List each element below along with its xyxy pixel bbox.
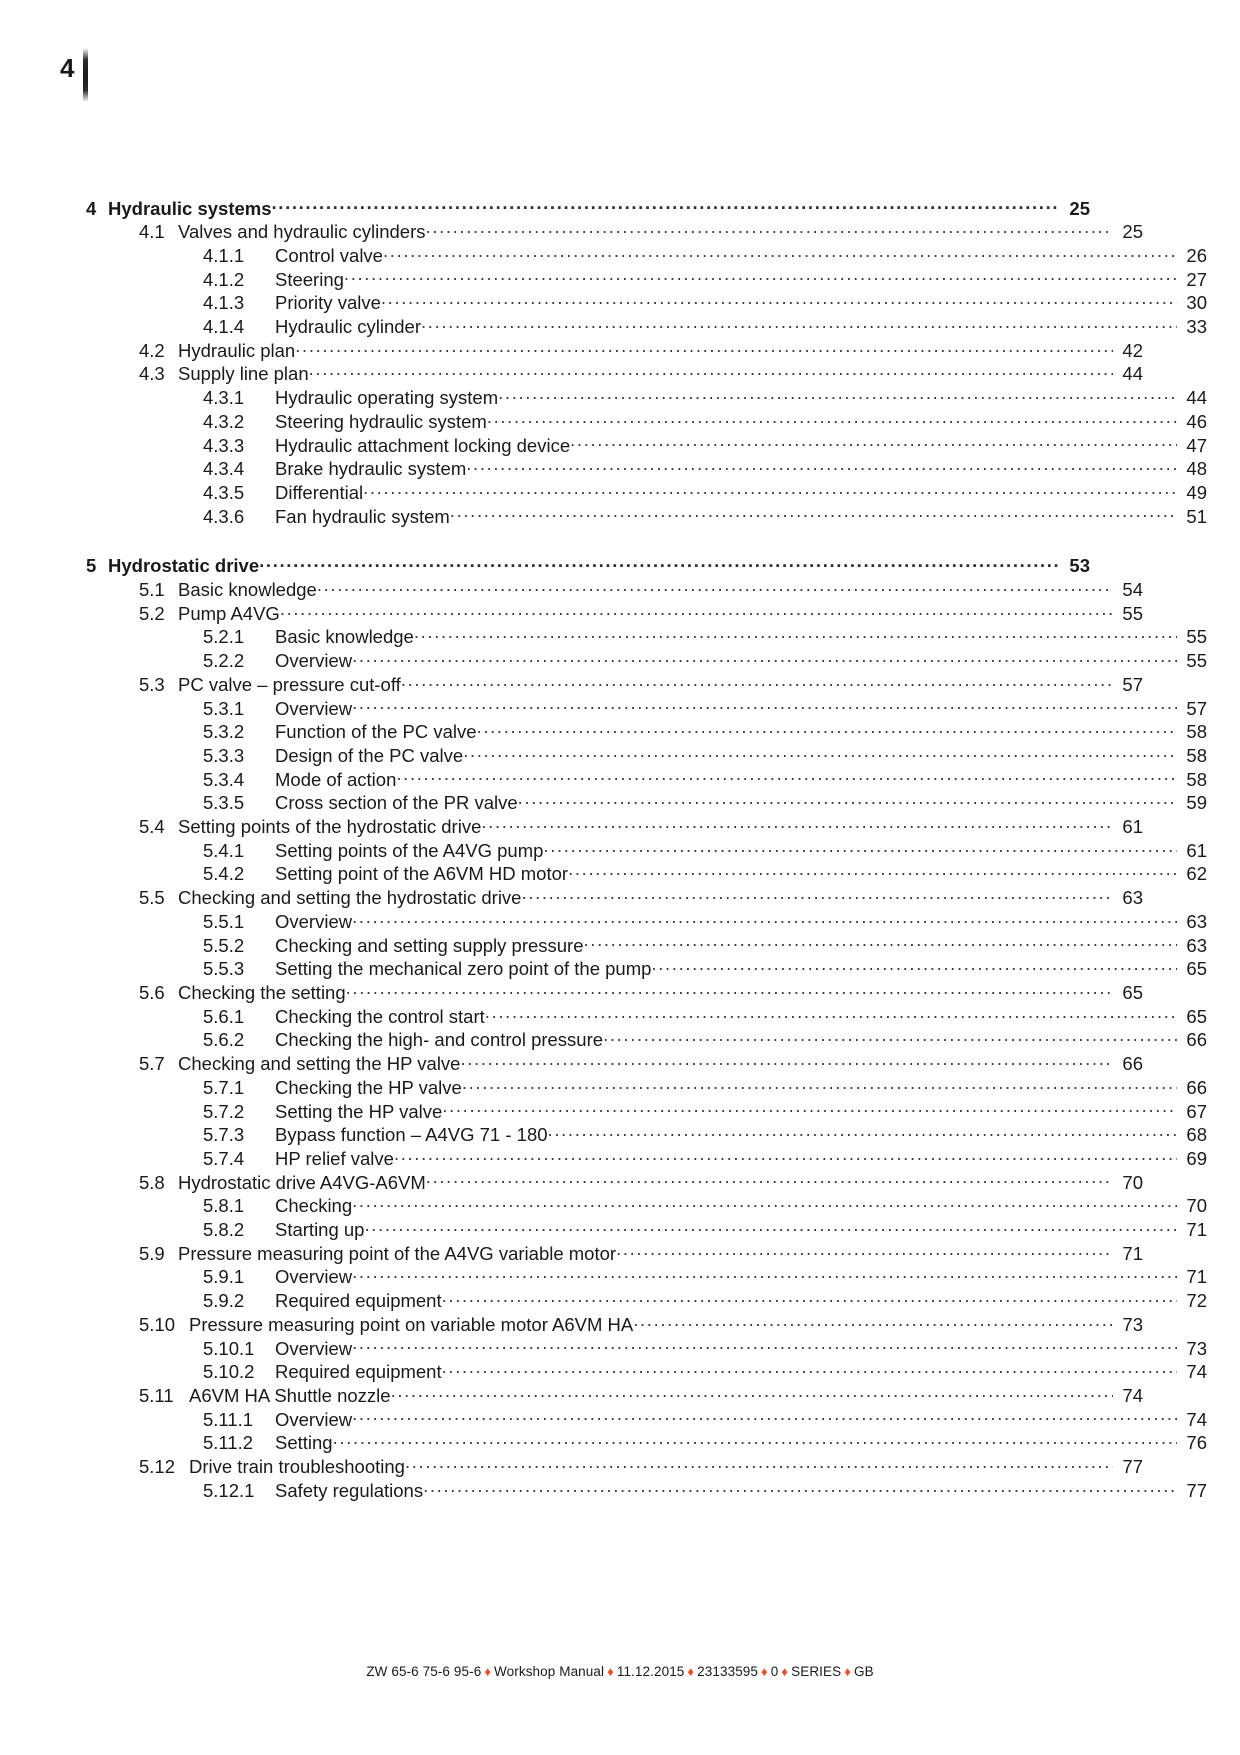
toc-entry-number: 5.8.2 <box>203 1219 245 1241</box>
toc-entry-page: 59 <box>1186 792 1207 814</box>
toc-entry[interactable] <box>86 1052 1143 1076</box>
toc-entry[interactable] <box>86 243 1207 267</box>
toc-entry-page: 51 <box>1186 505 1207 527</box>
toc-entry[interactable] <box>86 1455 1143 1479</box>
toc-entry-label: Overview <box>275 1337 353 1359</box>
toc-entry[interactable] <box>86 791 1207 815</box>
toc-entry[interactable] <box>86 933 1207 957</box>
toc-entry-label: Basic knowledge <box>275 626 414 648</box>
toc-entry-label: Setting point of the A6VM HD motor <box>275 863 569 885</box>
toc-entry-page: 69 <box>1186 1147 1207 1169</box>
toc-entry-label: Pressure measuring point on variable motor A6VM HA <box>189 1313 634 1335</box>
toc-entry[interactable] <box>86 625 1207 649</box>
toc-entry-number: 5.6.2 <box>203 1029 245 1051</box>
toc-entry-number: 5.11.2 <box>203 1432 254 1454</box>
toc-entry-label: Hydraulic cylinder <box>275 316 421 338</box>
toc-entry[interactable] <box>86 457 1207 481</box>
toc-entry-page: 44 <box>1186 387 1207 409</box>
toc-entry-label: Setting the mechanical zero point of the pump <box>275 958 652 980</box>
toc-entry-label: Overview <box>275 650 353 672</box>
table-of-contents <box>86 196 1207 1502</box>
toc-entry[interactable] <box>86 291 1207 315</box>
toc-entry[interactable] <box>86 1407 1207 1431</box>
toc-entry-number: 5.5 <box>139 887 165 909</box>
toc-entry-page: 30 <box>1186 292 1207 314</box>
toc-dot-leader <box>352 909 1177 928</box>
toc-entry-number: 5.2.2 <box>203 650 245 672</box>
toc-entry-label: Design of the PC valve <box>275 744 464 766</box>
toc-entry-label: Pump A4VG <box>178 602 280 624</box>
toc-entry-number: 4.2 <box>139 339 165 361</box>
toc-dot-leader <box>405 1455 1113 1474</box>
toc-dot-leader <box>396 767 1177 786</box>
toc-entry-label: A6VM HA Shuttle nozzle <box>189 1384 391 1406</box>
toc-entry-label: Mode of action <box>275 768 397 790</box>
toc-entry-page: 65 <box>1186 1005 1207 1027</box>
toc-entry-page: 48 <box>1186 458 1207 480</box>
toc-entry-label: Hydraulic systems <box>108 197 272 219</box>
footer-separator-icon: ♦ <box>781 1664 789 1679</box>
toc-entry-label: PC valve – pressure cut-off <box>178 673 401 695</box>
toc-entry-page: 70 <box>1186 1195 1207 1217</box>
toc-entry[interactable] <box>86 362 1143 386</box>
footer-segment: GB <box>853 1664 874 1679</box>
toc-spacer <box>86 528 1090 554</box>
toc-entry[interactable] <box>86 886 1143 910</box>
toc-entry-number: 5.11 <box>139 1384 174 1406</box>
toc-dot-leader <box>543 838 1177 857</box>
toc-entry-page: 67 <box>1186 1100 1207 1122</box>
toc-dot-leader <box>391 1383 1113 1402</box>
toc-entry-page: 62 <box>1186 863 1207 885</box>
toc-entry-label: Required equipment <box>275 1290 442 1312</box>
footer-segment: 11.12.2015 <box>616 1664 685 1679</box>
toc-entry-label: Control valve <box>275 244 383 266</box>
toc-entry-number: 4.3.3 <box>203 434 245 456</box>
toc-entry-page: 58 <box>1186 744 1207 766</box>
toc-entry[interactable] <box>86 1478 1207 1502</box>
toc-entry-number: 5.6.1 <box>203 1005 245 1027</box>
toc-entry-page: 46 <box>1186 410 1207 432</box>
toc-entry-number: 5.7.1 <box>203 1076 245 1098</box>
toc-entry-label: Hydraulic attachment locking device <box>275 434 571 456</box>
toc-dot-leader <box>352 696 1177 715</box>
toc-entry[interactable] <box>86 672 1143 696</box>
toc-entry[interactable] <box>86 1004 1207 1028</box>
toc-entry-number: 5.3.5 <box>203 792 245 814</box>
toc-entry-number: 5.3.1 <box>203 697 245 719</box>
toc-entry-label: Brake hydraulic system <box>275 458 467 480</box>
toc-entry-page: 57 <box>1186 697 1207 719</box>
toc-entry-number: 4 <box>86 197 97 219</box>
toc-entry-label: Priority valve <box>275 292 381 314</box>
toc-entry[interactable] <box>86 696 1207 720</box>
toc-dot-leader <box>352 1336 1177 1355</box>
toc-entry-number: 5.1 <box>139 579 165 601</box>
toc-entry-number: 5.2 <box>139 602 165 624</box>
toc-dot-leader <box>485 1004 1177 1023</box>
toc-entry-number: 5 <box>86 555 97 577</box>
toc-entry-label: Pressure measuring point of the A4VG variable motor <box>178 1242 617 1264</box>
toc-entry[interactable] <box>86 649 1207 673</box>
page-number: 4 <box>60 53 75 83</box>
toc-entry-label: Bypass function – A4VG 71 - 180 <box>275 1124 548 1146</box>
toc-entry-page: 61 <box>1122 816 1143 838</box>
toc-entry-label: Supply line plan <box>178 363 309 385</box>
toc-dot-leader <box>394 1146 1177 1165</box>
toc-dot-leader <box>498 386 1177 405</box>
toc-entry-page: 42 <box>1122 339 1143 361</box>
toc-entry-label: Starting up <box>275 1219 365 1241</box>
toc-dot-leader <box>521 886 1113 905</box>
toc-entry[interactable] <box>86 267 1207 291</box>
toc-entry-number: 5.5.1 <box>203 910 245 932</box>
toc-dot-leader <box>466 457 1177 476</box>
toc-entry-number: 4.1.1 <box>203 244 245 266</box>
toc-entry-page: 55 <box>1122 602 1143 624</box>
toc-entry-label: Checking and setting the hydrostatic drive <box>178 887 522 909</box>
toc-entry[interactable] <box>86 1312 1143 1336</box>
toc-entry-page: 55 <box>1186 650 1207 672</box>
toc-entry[interactable] <box>86 1170 1143 1194</box>
toc-dot-leader <box>518 791 1177 810</box>
toc-entry-number: 5.3.3 <box>203 744 245 766</box>
toc-entry-number: 5.3 <box>139 673 165 695</box>
toc-entry-page: 74 <box>1186 1361 1207 1383</box>
toc-entry-label: Differential <box>275 481 364 503</box>
toc-entry-page: 77 <box>1122 1456 1143 1478</box>
toc-entry-number: 4.3 <box>139 363 165 385</box>
toc-entry-page: 53 <box>1069 555 1090 577</box>
toc-dot-leader <box>421 315 1177 334</box>
toc-entry-page: 57 <box>1122 673 1143 695</box>
toc-dot-leader <box>401 672 1113 691</box>
toc-dot-leader <box>381 291 1177 310</box>
toc-entry[interactable] <box>86 1241 1143 1265</box>
toc-entry-page: 33 <box>1186 316 1207 338</box>
toc-dot-leader <box>295 338 1113 357</box>
toc-entry-label: Checking the setting <box>178 982 346 1003</box>
toc-entry[interactable] <box>86 1265 1207 1289</box>
toc-entry-number: 5.3.4 <box>203 768 245 790</box>
toc-dot-leader <box>568 862 1177 881</box>
toc-entry-page: 63 <box>1186 910 1207 932</box>
toc-entry-number: 4.1 <box>139 221 165 243</box>
toc-entry-label: Overview <box>275 697 353 719</box>
toc-dot-leader <box>352 1194 1177 1213</box>
toc-entry-label: Checking the HP valve <box>275 1076 462 1098</box>
toc-entry[interactable] <box>86 767 1207 791</box>
toc-dot-leader <box>450 504 1177 523</box>
toc-dot-leader <box>487 409 1177 428</box>
toc-entry-number: 4.1.3 <box>203 292 245 314</box>
toc-dot-leader <box>309 362 1113 381</box>
toc-entry-label: Valves and hydraulic cylinders <box>178 221 426 243</box>
toc-entry-page: 63 <box>1186 934 1207 956</box>
toc-entry-page: 70 <box>1122 1171 1143 1193</box>
toc-entry-label: Setting points of the hydrostatic drive <box>178 816 482 838</box>
footer-segment: 23133595 <box>697 1664 759 1679</box>
toc-entry-page: 73 <box>1122 1313 1143 1335</box>
toc-dot-leader <box>462 1075 1177 1094</box>
toc-entry-number: 4.1.2 <box>203 268 245 290</box>
toc-dot-leader <box>344 267 1177 286</box>
toc-entry[interactable] <box>86 862 1207 886</box>
page-marker-bar <box>83 48 88 102</box>
toc-entry-page: 25 <box>1069 197 1090 219</box>
toc-entry[interactable] <box>86 1218 1207 1242</box>
toc-entry[interactable] <box>86 554 1090 578</box>
toc-entry-page: 26 <box>1186 244 1207 266</box>
toc-dot-leader <box>352 649 1177 668</box>
toc-dot-leader <box>383 243 1177 262</box>
toc-entry[interactable] <box>86 909 1207 933</box>
toc-dot-leader <box>481 815 1113 834</box>
toc-entry-page: 55 <box>1186 626 1207 648</box>
toc-entry[interactable] <box>86 433 1207 457</box>
toc-entry-page: 54 <box>1122 579 1143 601</box>
toc-entry-number: 5.5.2 <box>203 934 245 956</box>
toc-dot-leader <box>442 1360 1177 1379</box>
toc-dot-leader <box>548 1123 1177 1142</box>
toc-entry[interactable] <box>86 838 1207 862</box>
toc-entry[interactable] <box>86 743 1207 767</box>
page-number-marker <box>60 48 88 104</box>
toc-entry-page: 65 <box>1186 958 1207 980</box>
toc-entry-page: 58 <box>1186 768 1207 790</box>
toc-entry-number: 4.3.1 <box>203 387 245 409</box>
toc-entry-number: 4.3.2 <box>203 410 245 432</box>
toc-entry-label: Checking the high- and control pressure <box>275 1029 604 1051</box>
toc-entry-label: Hydrostatic drive <box>108 555 260 577</box>
toc-entry-label: Checking the control start <box>275 1005 485 1027</box>
toc-entry[interactable] <box>86 720 1207 744</box>
toc-entry-label: Steering hydraulic system <box>275 410 487 432</box>
toc-entry-number: 5.5.3 <box>203 958 245 980</box>
toc-dot-leader <box>570 433 1177 452</box>
toc-entry-label: HP relief valve <box>275 1147 394 1169</box>
toc-dot-leader <box>280 601 1113 620</box>
toc-entry[interactable] <box>86 196 1090 220</box>
footer-separator-icon: ♦ <box>761 1664 768 1679</box>
toc-entry-label: Cross section of the PR valve <box>275 792 518 814</box>
toc-entry-label: Checking and setting the HP valve <box>178 1053 461 1075</box>
toc-entry-page: 66 <box>1186 1076 1207 1098</box>
toc-entry-label: Overview <box>275 1408 353 1430</box>
toc-entry-number: 5.7 <box>139 1053 165 1075</box>
toc-entry-page: 74 <box>1122 1384 1143 1406</box>
toc-entry[interactable] <box>86 1383 1143 1407</box>
toc-dot-leader <box>363 480 1177 499</box>
toc-dot-leader <box>414 625 1177 644</box>
toc-entry[interactable] <box>86 1146 1207 1170</box>
toc-entry-page: 25 <box>1122 221 1143 243</box>
toc-dot-leader <box>259 554 1060 573</box>
toc-entry-page: 63 <box>1122 887 1143 909</box>
toc-entry-number: 5.9.2 <box>203 1290 245 1312</box>
toc-entry-page: 49 <box>1186 481 1207 503</box>
toc-entry-number: 5.8 <box>139 1171 165 1193</box>
toc-entry[interactable] <box>86 1194 1207 1218</box>
toc-entry-number: 5.11.1 <box>203 1408 254 1430</box>
toc-entry-number: 5.10.1 <box>203 1337 255 1359</box>
toc-entry-label: Required equipment <box>275 1361 442 1383</box>
toc-entry-page: 66 <box>1186 1029 1207 1051</box>
toc-entry-number: 4.3.5 <box>203 481 245 503</box>
toc-dot-leader <box>442 1289 1177 1308</box>
toc-entry-number: 5.6 <box>139 982 165 1003</box>
footer-segment: ZW 65-6 75-6 95-6 <box>366 1664 482 1679</box>
toc-entry[interactable] <box>86 601 1143 625</box>
toc-entry-label: Checking <box>275 1195 353 1217</box>
footer-segment: SERIES <box>791 1664 842 1679</box>
toc-entry[interactable] <box>86 480 1207 504</box>
toc-entry-page: 73 <box>1186 1337 1207 1359</box>
toc-dot-leader <box>651 957 1177 976</box>
toc-dot-leader <box>442 1099 1177 1118</box>
toc-entry[interactable] <box>86 1289 1207 1313</box>
toc-dot-leader <box>460 1052 1113 1071</box>
toc-entry[interactable] <box>86 1123 1207 1147</box>
toc-entry-label: Setting the HP valve <box>275 1100 443 1122</box>
toc-entry-number: 5.10.2 <box>203 1361 255 1383</box>
toc-entry[interactable] <box>86 1075 1207 1099</box>
toc-entry[interactable] <box>86 220 1143 244</box>
toc-entry[interactable] <box>86 338 1143 362</box>
toc-entry-page: 77 <box>1186 1479 1207 1501</box>
toc-entry-label: Hydraulic operating system <box>275 387 499 409</box>
toc-dot-leader <box>616 1241 1113 1260</box>
toc-dot-leader <box>352 1265 1177 1284</box>
toc-dot-leader <box>426 1170 1113 1189</box>
toc-dot-leader <box>477 720 1177 739</box>
toc-entry-label: Checking and setting supply pressure <box>275 934 584 956</box>
toc-entry[interactable] <box>86 315 1207 339</box>
toc-entry-number: 5.7.4 <box>203 1147 245 1169</box>
footer-separator-icon: ♦ <box>687 1664 695 1679</box>
footer-separator-icon: ♦ <box>607 1664 614 1679</box>
toc-entry[interactable] <box>86 1431 1207 1455</box>
toc-dot-leader <box>633 1312 1113 1331</box>
toc-entry-page: 66 <box>1122 1053 1143 1075</box>
toc-dot-leader <box>333 1431 1177 1450</box>
toc-entry-label: Safety regulations <box>275 1479 424 1501</box>
toc-entry[interactable] <box>86 386 1207 410</box>
toc-entry-page: 61 <box>1186 839 1207 861</box>
toc-dot-leader <box>364 1218 1177 1237</box>
toc-entry[interactable] <box>86 957 1207 981</box>
toc-dot-leader <box>352 1407 1177 1426</box>
footer-segment: 0 <box>770 1664 779 1679</box>
toc-entry-number: 5.9 <box>139 1242 165 1264</box>
toc-entry-page: 65 <box>1122 982 1143 1003</box>
footer-segment: Workshop Manual <box>494 1664 605 1679</box>
toc-entry-page: 72 <box>1186 1290 1207 1312</box>
toc-entry-label: Drive train troubleshooting <box>189 1456 405 1478</box>
toc-entry-number: 5.4.2 <box>203 863 245 885</box>
toc-dot-leader <box>463 743 1177 762</box>
toc-dot-leader <box>423 1478 1177 1497</box>
toc-dot-leader <box>425 220 1113 239</box>
toc-entry-number: 5.12.1 <box>203 1479 255 1501</box>
toc-entry[interactable] <box>86 504 1207 528</box>
toc-entry-label: Overview <box>275 910 353 932</box>
toc-entry-number: 4.3.6 <box>203 505 245 527</box>
toc-entry-page: 71 <box>1186 1219 1207 1241</box>
toc-dot-leader <box>584 933 1177 952</box>
toc-entry-label: Overview <box>275 1266 353 1288</box>
toc-entry-page: 44 <box>1122 363 1143 385</box>
toc-entry[interactable] <box>86 1099 1207 1123</box>
toc-entry-number: 4.1.4 <box>203 316 245 338</box>
toc-entry[interactable] <box>86 1360 1207 1384</box>
toc-entry-number: 5.8.1 <box>203 1195 245 1217</box>
toc-entry-label: Function of the PC valve <box>275 721 477 743</box>
toc-entry[interactable] <box>86 1028 1207 1052</box>
toc-entry-number: 5.3.2 <box>203 721 245 743</box>
toc-dot-leader <box>346 981 1113 1000</box>
toc-dot-leader <box>317 578 1113 597</box>
toc-entry-page: 27 <box>1186 268 1207 290</box>
footer-separator-icon: ♦ <box>484 1664 492 1679</box>
toc-entry-page: 71 <box>1122 1242 1143 1264</box>
toc-entry-label: Steering <box>275 268 344 290</box>
footer-separator-icon: ♦ <box>844 1664 851 1679</box>
page-footer <box>0 1664 1240 1679</box>
toc-entry-number: 5.4 <box>139 816 165 838</box>
toc-entry-number: 5.10 <box>139 1313 176 1335</box>
toc-entry-label: Hydraulic plan <box>178 339 296 361</box>
toc-entry-number: 5.9.1 <box>203 1266 245 1288</box>
toc-entry[interactable] <box>86 981 1143 1005</box>
toc-dot-leader <box>272 196 1060 215</box>
toc-entry-page: 68 <box>1186 1124 1207 1146</box>
toc-entry-number: 5.7.2 <box>203 1100 245 1122</box>
toc-entry[interactable] <box>86 815 1143 839</box>
toc-entry-number: 5.4.1 <box>203 839 245 861</box>
toc-entry-number: 5.7.3 <box>203 1124 245 1146</box>
toc-entry-page: 76 <box>1186 1432 1207 1454</box>
toc-entry-page: 58 <box>1186 721 1207 743</box>
toc-entry-label: Hydrostatic drive A4VG-A6VM <box>178 1171 426 1193</box>
toc-entry-page: 71 <box>1186 1266 1207 1288</box>
toc-entry[interactable] <box>86 1336 1207 1360</box>
toc-entry-page: 47 <box>1186 434 1207 456</box>
toc-entry-label: Setting <box>275 1432 333 1454</box>
toc-entry-label: Basic knowledge <box>178 579 317 601</box>
toc-entry-label: Fan hydraulic system <box>275 505 450 527</box>
toc-entry-page: 74 <box>1186 1408 1207 1430</box>
toc-dot-leader <box>603 1028 1177 1047</box>
toc-entry[interactable] <box>86 578 1143 602</box>
toc-entry-number: 5.2.1 <box>203 626 245 648</box>
toc-entry-label: Setting points of the A4VG pump <box>275 839 544 861</box>
toc-entry-number: 5.12 <box>139 1456 176 1478</box>
toc-entry[interactable] <box>86 409 1207 433</box>
toc-entry-number: 4.3.4 <box>203 458 245 480</box>
